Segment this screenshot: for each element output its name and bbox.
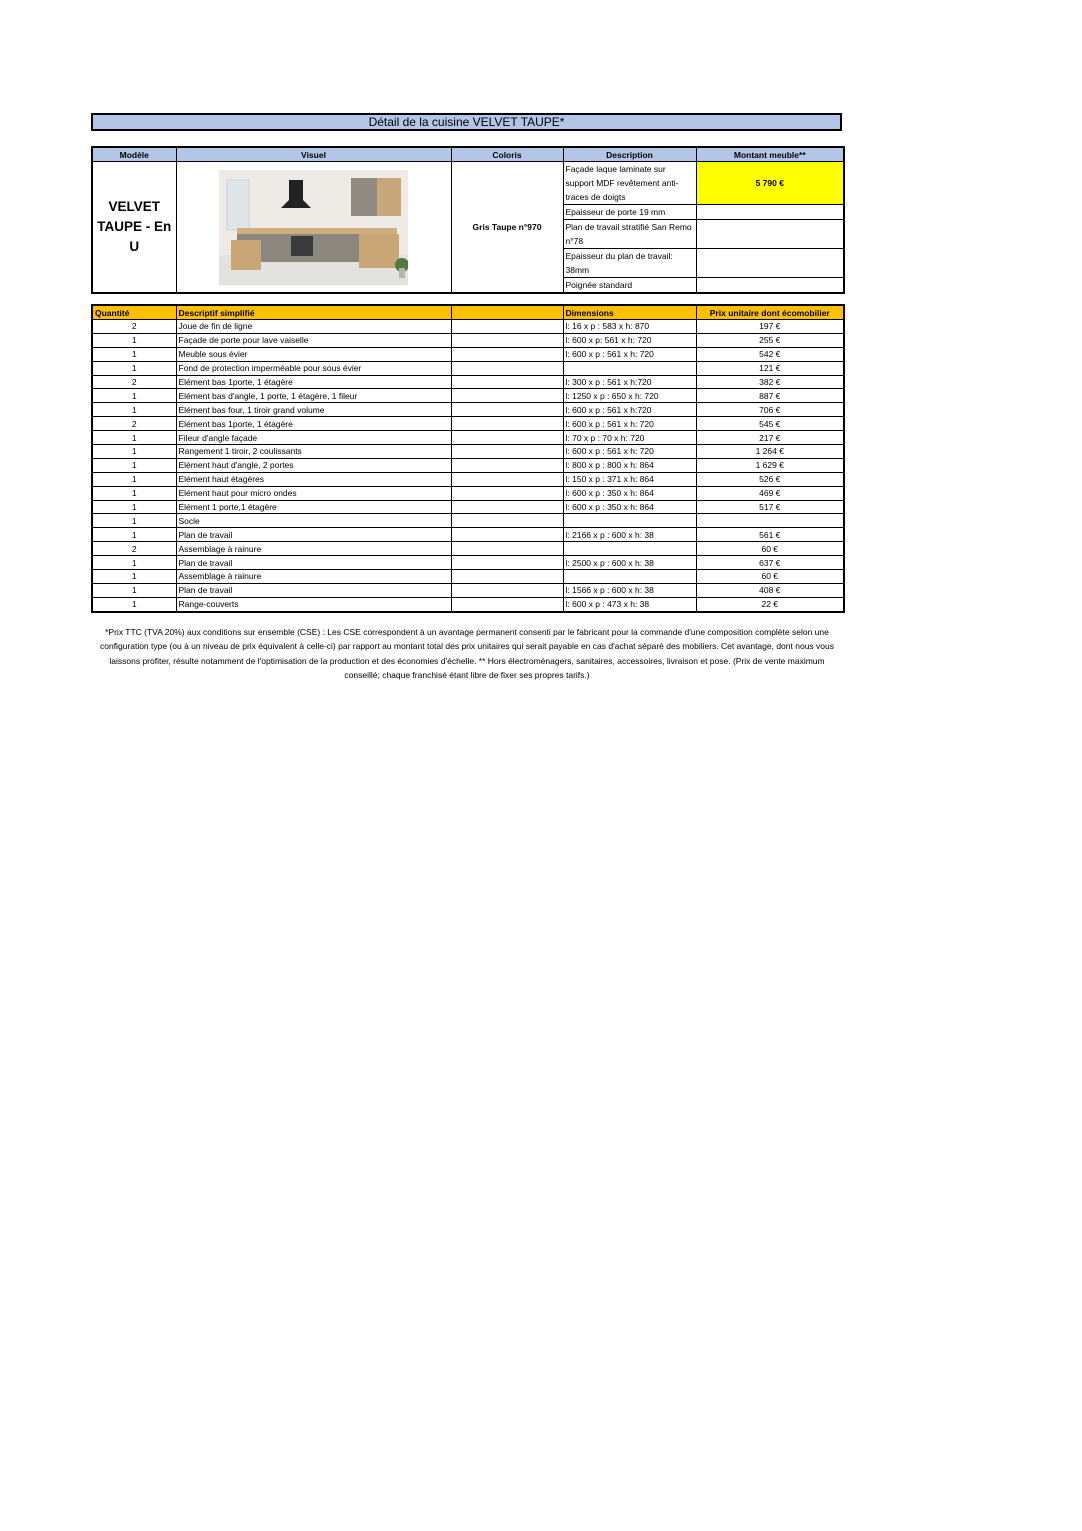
unit-price-cell: 517 € xyxy=(696,500,844,514)
dimensions-cell: l: 600 x p : 473 x h: 38 xyxy=(563,597,696,611)
footnote: *Prix TTC (TVA 20%) aux conditions sur ensemble (CSE) : Les CSE correspondent à un avantage permanent consenti par le fabricant pour la commande d'une composition complète selon une configuration type (ou à un niveau de prix équivalent à celle-ci) par rapport au montant total des prix unitaires qui serait payable en cas d'achat séparé des mobiliers. Cet avantage, dont nous vous laissons profiter, résulte notamment de l'optimisation de la production et des économies d'échelle. ** Hors électroménagers, sanitaires, accessoires, livraison et pose. (Prix de vente maximum conseillé; chaque franchisé étant libre de fixer ses propres tarifs.) xyxy=(99,627,834,680)
quantity-cell: 1 xyxy=(92,389,176,403)
dimensions-cell xyxy=(563,514,696,528)
empty-cell xyxy=(696,278,844,294)
quantity-cell: 1 xyxy=(92,528,176,542)
unit-price-cell: 121 € xyxy=(696,361,844,375)
page-title: Détail de la cuisine VELVET TAUPE* xyxy=(91,113,842,131)
unit-price-cell: 637 € xyxy=(696,556,844,570)
empty-cell xyxy=(451,431,563,445)
empty-cell xyxy=(451,514,563,528)
quantity-cell: 1 xyxy=(92,500,176,514)
table-row xyxy=(92,458,844,472)
quantity-cell: 1 xyxy=(92,431,176,445)
table-row xyxy=(92,542,844,556)
unit-price-cell: 382 € xyxy=(696,375,844,389)
description-line: Plan de travail stratifié San Remo n°78 xyxy=(563,220,696,249)
empty-cell xyxy=(451,417,563,431)
dimensions-cell: l: 2500 x p : 600 x h: 38 xyxy=(563,556,696,570)
table-row xyxy=(92,431,844,445)
dimensions-cell: l: 1250 x p : 650 x h: 720 xyxy=(563,389,696,403)
description-cell: Elément bas d'angle, 1 porte, 1 étagère, 1 fileur xyxy=(176,389,451,403)
unit-price-cell: 561 € xyxy=(696,528,844,542)
header-quantite: Quantité xyxy=(92,305,176,320)
table-row xyxy=(92,361,844,375)
description-cell: Elément bas 1porte, 1 étagère xyxy=(176,375,451,389)
table-row xyxy=(92,597,844,611)
table-row xyxy=(92,320,844,334)
table-row xyxy=(92,375,844,389)
table-row xyxy=(92,445,844,459)
empty-cell xyxy=(451,583,563,597)
dimensions-cell: l: 16 x p : 583 x h: 870 xyxy=(563,320,696,334)
description-cell: Elément haut étagères xyxy=(176,472,451,486)
description-cell: Elément bas four, 1 tiroir grand volume xyxy=(176,403,451,417)
description-cell: Rangement 1 tiroir, 2 coulissants xyxy=(176,445,451,459)
description-cell: Plan de travail xyxy=(176,556,451,570)
header-coloris: Coloris xyxy=(451,147,563,162)
unit-price-cell: 255 € xyxy=(696,333,844,347)
header-empty xyxy=(451,305,563,320)
dimensions-cell: l: 600 x p : 561 x h: 720 xyxy=(563,417,696,431)
empty-cell xyxy=(451,486,563,500)
quantity-cell: 2 xyxy=(92,417,176,431)
description-cell: Elément haut pour micro ondes xyxy=(176,486,451,500)
empty-cell xyxy=(451,403,563,417)
description-cell: Assemblage à rainure xyxy=(176,570,451,584)
table-row xyxy=(92,514,844,528)
table-row xyxy=(92,403,844,417)
model-header-row xyxy=(92,147,844,162)
empty-cell xyxy=(696,249,844,278)
empty-cell xyxy=(451,472,563,486)
empty-cell xyxy=(451,570,563,584)
description-line: Poignée standard xyxy=(563,278,696,294)
table-row xyxy=(92,486,844,500)
kitchen-visual-cell xyxy=(176,162,451,294)
header-prix-unitaire: Prix unitaire dont écomobilier xyxy=(696,305,844,320)
description-cell: Joue de fin de ligne xyxy=(176,320,451,334)
dimensions-cell: l: 2166 x p : 600 x h: 38 xyxy=(563,528,696,542)
table-row xyxy=(92,347,844,361)
dimensions-cell: l: 1566 x p : 600 x h: 38 xyxy=(563,583,696,597)
table-row xyxy=(92,528,844,542)
unit-price-cell: 60 € xyxy=(696,542,844,556)
unit-price-cell: 526 € xyxy=(696,472,844,486)
description-cell: Plan de travail xyxy=(176,583,451,597)
dimensions-cell: l: 600 x p: 561 x h: 720 xyxy=(563,333,696,347)
description-cell: Fond de protection imperméable pour sous évier xyxy=(176,361,451,375)
empty-cell xyxy=(451,458,563,472)
unit-price-cell: 60 € xyxy=(696,570,844,584)
description-cell: Façade de porte pour lave vaiselle xyxy=(176,333,451,347)
kitchen-image xyxy=(219,170,408,285)
empty-cell xyxy=(451,375,563,389)
table-row xyxy=(92,570,844,584)
description-cell: Elément 1 porte,1 étagère xyxy=(176,500,451,514)
description-cell: Elément bas 1porte, 1 étagère xyxy=(176,417,451,431)
unit-price-cell xyxy=(696,514,844,528)
unit-price-cell: 542 € xyxy=(696,347,844,361)
empty-cell xyxy=(451,542,563,556)
quantity-cell: 1 xyxy=(92,403,176,417)
unit-price-cell: 408 € xyxy=(696,583,844,597)
quantity-cell: 1 xyxy=(92,514,176,528)
dimensions-cell xyxy=(563,361,696,375)
quantity-cell: 1 xyxy=(92,570,176,584)
empty-cell xyxy=(451,333,563,347)
quantity-cell: 2 xyxy=(92,542,176,556)
quantity-cell: 1 xyxy=(92,556,176,570)
unit-price-cell: 1 629 € xyxy=(696,458,844,472)
model-name: VELVET TAUPE - En U xyxy=(92,162,176,294)
total-price: 5 790 € xyxy=(696,162,844,205)
quantity-cell: 1 xyxy=(92,445,176,459)
empty-cell xyxy=(451,361,563,375)
dimensions-cell: l: 600 x p : 561 x h: 720 xyxy=(563,445,696,459)
quantity-cell: 1 xyxy=(92,583,176,597)
header-description: Description xyxy=(563,147,696,162)
table-row xyxy=(92,472,844,486)
dimensions-cell: l: 150 x p : 371 x h: 864 xyxy=(563,472,696,486)
quantity-cell: 1 xyxy=(92,486,176,500)
unit-price-cell: 1 264 € xyxy=(696,445,844,459)
dimensions-cell: l: 800 x p : 800 x h: 864 xyxy=(563,458,696,472)
empty-cell xyxy=(451,528,563,542)
unit-price-cell: 887 € xyxy=(696,389,844,403)
header-descriptif: Descriptif simplifié xyxy=(176,305,451,320)
table-row xyxy=(92,556,844,570)
quantity-cell: 1 xyxy=(92,333,176,347)
unit-price-cell: 545 € xyxy=(696,417,844,431)
dimensions-cell: l: 300 x p : 561 x h:720 xyxy=(563,375,696,389)
quantity-cell: 1 xyxy=(92,597,176,611)
quantity-cell: 1 xyxy=(92,361,176,375)
quantity-cell: 2 xyxy=(92,375,176,389)
quantity-cell: 1 xyxy=(92,458,176,472)
empty-cell xyxy=(451,500,563,514)
description-cell: Assemblage à rainure xyxy=(176,542,451,556)
dimensions-cell: l: 600 x p : 561 x h: 720 xyxy=(563,347,696,361)
table-row xyxy=(92,389,844,403)
coloris-value: Gris Taupe n°970 xyxy=(451,162,563,294)
quantity-cell: 1 xyxy=(92,472,176,486)
dimensions-cell xyxy=(563,542,696,556)
items-table xyxy=(91,304,845,613)
description-cell: Fileur d'angle façade xyxy=(176,431,451,445)
dimensions-cell: l: 600 x p : 350 x h: 864 xyxy=(563,500,696,514)
description-line: Façade laque laminate sur support MDF revêtement anti-traces de doigts xyxy=(563,162,696,205)
unit-price-cell: 706 € xyxy=(696,403,844,417)
dimensions-cell: l: 600 x p : 561 x h:720 xyxy=(563,403,696,417)
description-line: Epaisseur du plan de travail: 38mm xyxy=(563,249,696,278)
dimensions-cell: l: 70 x p : 70 x h: 720 xyxy=(563,431,696,445)
dimensions-cell xyxy=(563,570,696,584)
unit-price-cell: 217 € xyxy=(696,431,844,445)
empty-cell xyxy=(451,556,563,570)
dimensions-cell: l: 600 x p : 350 x h: 864 xyxy=(563,486,696,500)
empty-cell xyxy=(696,205,844,220)
header-modele: Modèle xyxy=(92,147,176,162)
empty-cell xyxy=(696,220,844,249)
description-cell: Elément haut d'angle, 2 portes xyxy=(176,458,451,472)
table-row xyxy=(92,417,844,431)
description-cell: Range-couverts xyxy=(176,597,451,611)
model-table xyxy=(91,146,845,294)
header-montant: Montant meuble** xyxy=(696,147,844,162)
header-visuel: Visuel xyxy=(176,147,451,162)
header-dimensions: Dimensions xyxy=(563,305,696,320)
empty-cell xyxy=(451,389,563,403)
description-line: Epaisseur de porte 19 mm xyxy=(563,205,696,220)
quantity-cell: 2 xyxy=(92,320,176,334)
unit-price-cell: 197 € xyxy=(696,320,844,334)
items-header-row xyxy=(92,305,844,320)
empty-cell xyxy=(451,597,563,611)
description-cell: Socle xyxy=(176,514,451,528)
table-row xyxy=(92,500,844,514)
unit-price-cell: 22 € xyxy=(696,597,844,611)
quantity-cell: 1 xyxy=(92,347,176,361)
empty-cell xyxy=(451,320,563,334)
empty-cell xyxy=(451,445,563,459)
description-cell: Meuble sous évier xyxy=(176,347,451,361)
table-row xyxy=(92,333,844,347)
unit-price-cell: 469 € xyxy=(696,486,844,500)
empty-cell xyxy=(451,347,563,361)
table-row xyxy=(92,583,844,597)
description-cell: Plan de travail xyxy=(176,528,451,542)
